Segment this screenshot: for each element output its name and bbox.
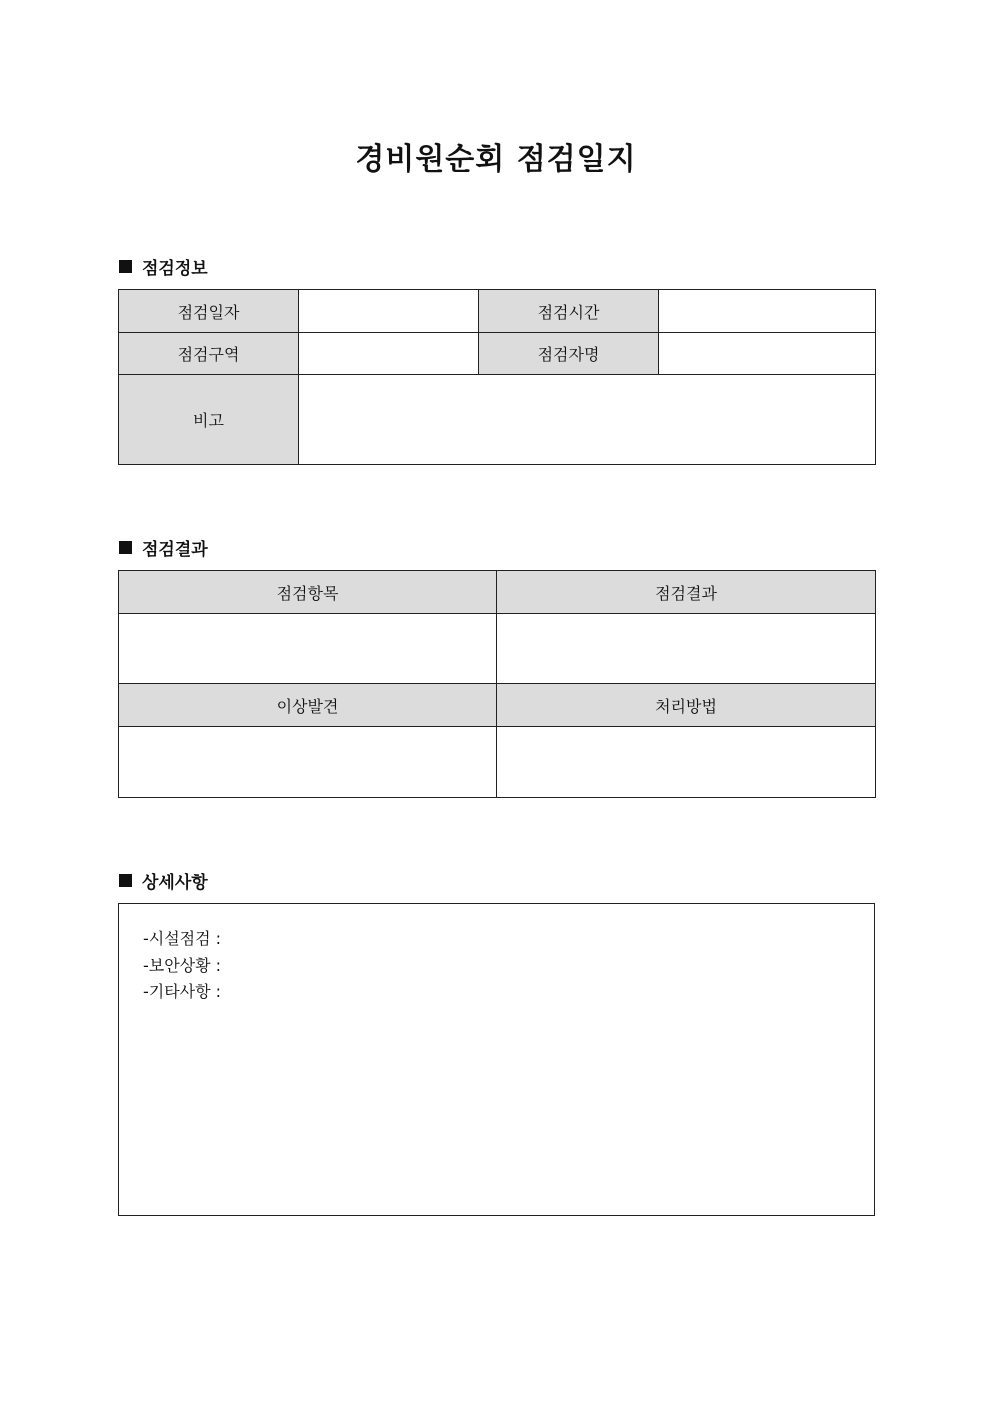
detail-line-facility: -시설점검 : <box>143 929 222 948</box>
detail-line-security: -보안상황 : <box>143 955 222 975</box>
value-action-taken[interactable] <box>497 727 876 798</box>
section-heading-details-label: 상세사항 <box>142 873 208 893</box>
section-heading-result-label: 점검결과 <box>142 540 208 560</box>
info-row-remarks <box>119 375 876 465</box>
header-inspection-result: 점검결과 <box>497 571 876 614</box>
result-header-row-1 <box>119 571 876 614</box>
label-inspector-name: 점검자명 <box>479 333 659 375</box>
value-inspection-item[interactable] <box>119 614 497 684</box>
details-lines <box>143 926 221 1006</box>
label-remarks: 비고 <box>119 375 299 465</box>
page-title: 경비원순회 점검일지 <box>355 142 637 177</box>
label-inspection-area: 점검구역 <box>119 333 299 375</box>
section-heading-result <box>119 535 208 560</box>
inspection-info-table <box>118 289 876 465</box>
square-bullet-icon <box>119 874 132 887</box>
value-anomaly-found[interactable] <box>119 727 497 798</box>
detail-line-other: -기타사항 : <box>143 982 222 1001</box>
section-heading-info-label: 점검정보 <box>142 259 208 279</box>
result-value-row-1 <box>119 614 876 684</box>
value-inspection-result[interactable] <box>497 614 876 684</box>
value-remarks[interactable] <box>299 375 876 465</box>
square-bullet-icon <box>119 541 132 554</box>
details-box[interactable] <box>118 903 875 1216</box>
header-inspection-item: 점검항목 <box>119 571 497 614</box>
value-inspection-date[interactable] <box>299 290 479 333</box>
label-inspection-time: 점검시간 <box>479 290 659 333</box>
info-row-area-inspector <box>119 333 876 375</box>
header-action-taken: 처리방법 <box>497 684 876 727</box>
info-row-date-time <box>119 290 876 333</box>
square-bullet-icon <box>119 260 132 273</box>
section-heading-details <box>119 868 208 893</box>
label-inspection-date: 점검일자 <box>119 290 299 333</box>
value-inspection-time[interactable] <box>659 290 876 333</box>
header-anomaly-found: 이상발견 <box>119 684 497 727</box>
inspection-result-table <box>118 570 876 798</box>
result-header-row-2 <box>119 684 876 727</box>
section-heading-info <box>119 254 208 279</box>
value-inspection-area[interactable] <box>299 333 479 375</box>
value-inspector-name[interactable] <box>659 333 876 375</box>
result-value-row-2 <box>119 727 876 798</box>
